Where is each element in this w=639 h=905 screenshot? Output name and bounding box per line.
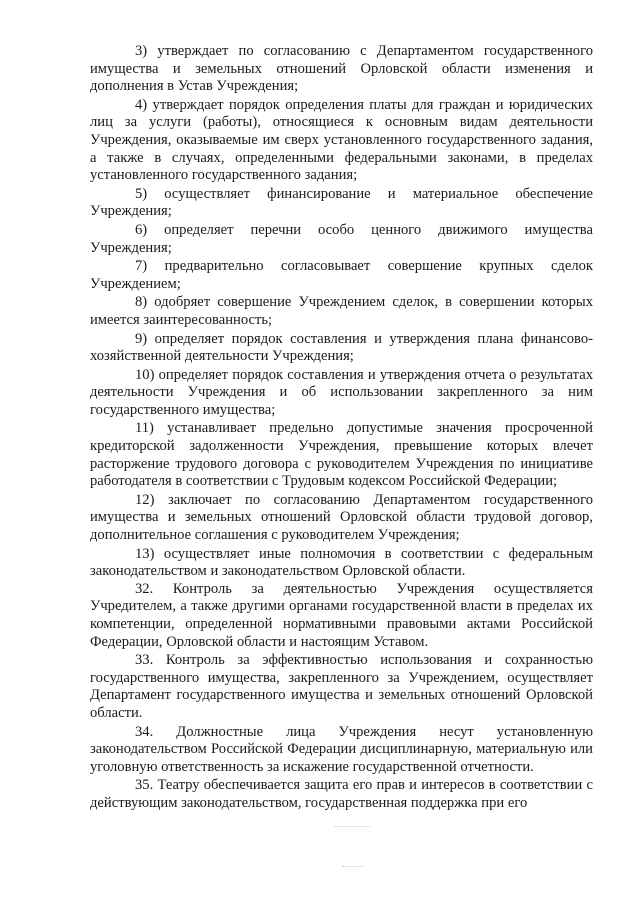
paragraph-clause-35: 35. Театру обеспечивается защита его прав и интересов в соответствии с действующим законодательством, государственная поддержка при его: [90, 777, 593, 811]
document-page: [90, 43, 593, 813]
paragraph-item-13: 13) осуществляет иные полномочия в соответствии с федеральным законодательством и законодательством Орловской области.: [90, 545, 593, 580]
paragraph-clause-33: 33. Контроль за эффективностью использования и сохранностью государственного имущества, закрепленного за Учреждением, осуществляет Департамент государственного имущества и земельных отношений Орловской области.: [90, 652, 593, 721]
scan-artifact: [342, 866, 364, 867]
scan-artifact: [335, 826, 370, 827]
paragraph-item-11: 11) устанавливает предельно допустимые значения просроченной кредиторской задолженности Учреждения, превышение которых влечет расторжение трудового договора с руководителем Учреждения по инициативе работодателя в соответствии с Трудовым кодексом Российской Федерации;: [90, 420, 593, 490]
paragraph-item-4: 4) утверждает порядок определения платы для граждан и юридических лиц за услуги (работы), относящиеся к основным видам деятельности Учреждения, оказываемые им сверх установленного государственного задания, а также в случаях, определенными федеральными законами, в пределах установленного государственного задания;: [90, 96, 593, 184]
paragraph-item-8: 8) одобряет совершение Учреждением сделок, в совершении которых имеется заинтересованность;: [90, 294, 593, 328]
paragraph-clause-32: 32. Контроль за деятельностью Учреждения осуществляется Учредителем, а также другими органами государственной власти в пределах их компетенции, определенной нормативными правовыми актами Российской Федерации, Орловской области и настоящим Уставом.: [90, 580, 593, 650]
paragraph-item-12: 12) заключает по согласованию Департаментом государственного имущества и земельных отношений Орловской области трудовой договор, дополнительное соглашения с руководителем Учреждения;: [90, 491, 593, 544]
paragraph-item-10: 10) определяет порядок составления и утверждения отчета о результатах деятельности Учреждения и об использовании закрепленного за ним государственного имущества;: [90, 366, 593, 418]
paragraph-item-5: 5) осуществляет финансирование и материальное обеспечение Учреждения;: [90, 185, 593, 220]
paragraph-item-9: 9) определяет порядок составления и утверждения плана финансово-хозяйственной деятельности Учреждения;: [90, 330, 593, 365]
paragraph-item-6: 6) определяет перечни особо ценного движимого имущества Учреждения;: [90, 221, 593, 256]
paragraph-item-3: 3) утверждает по согласованию с Департаментом государственного имущества и земельных отношений Орловской области изменения и дополнения в Устав Учреждения;: [90, 43, 593, 95]
paragraph-clause-34: 34. Должностные лица Учреждения несут установленную законодательством Российской Федерации дисциплинарную, материальную или уголовную ответственность за искажение государственной отчетности.: [90, 723, 593, 775]
paragraph-item-7: 7) предварительно согласовывает совершение крупных сделок Учреждением;: [90, 258, 593, 292]
